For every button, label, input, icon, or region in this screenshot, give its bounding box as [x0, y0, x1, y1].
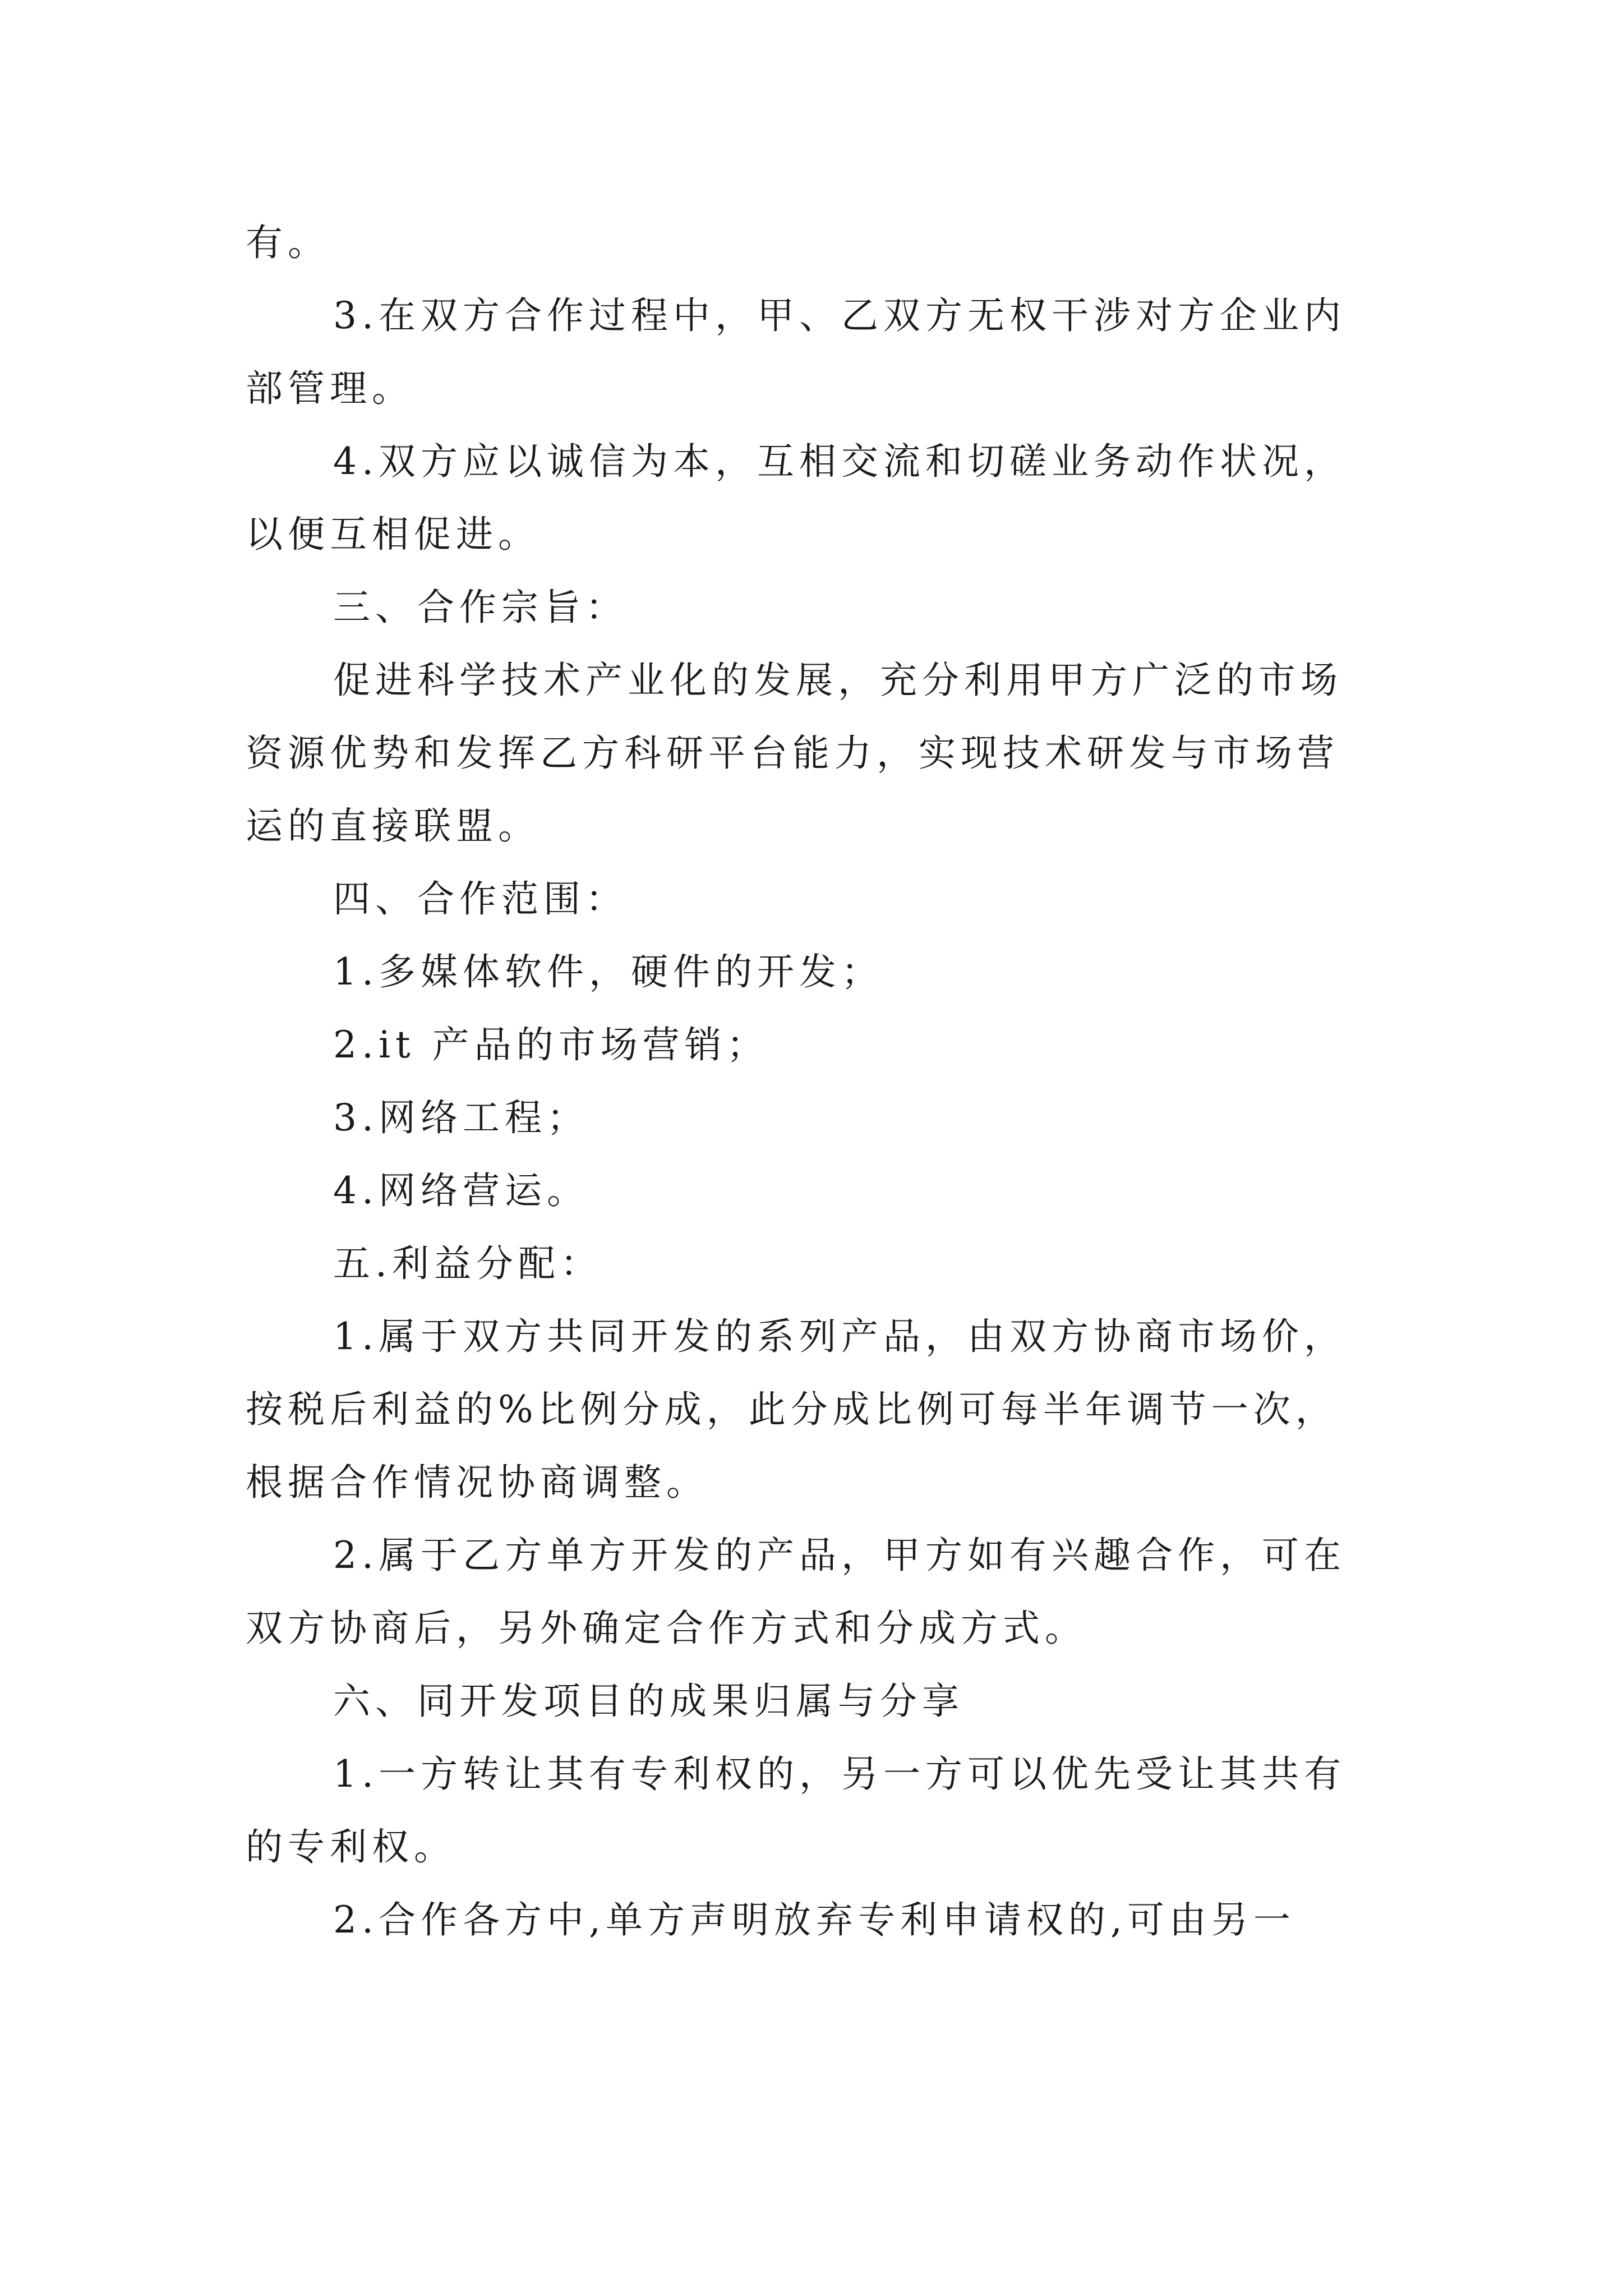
section-heading: 五.利益分配： [333, 1242, 602, 1285]
paragraph-line: 1.一方转让其有专利权的，另一方可以优先受让其共有 [333, 1752, 1346, 1796]
paragraph-line: 2.属于乙方单方开发的产品，甲方如有兴趣合作，可在 [333, 1534, 1346, 1577]
section-heading: 四、合作范围： [333, 877, 628, 921]
list-item: 1.多媒体软件，硬件的开发； [333, 950, 883, 993]
paragraph-line: 部管理。 [246, 367, 414, 410]
paragraph-line: 1.属于双方共同开发的系列产品，由双方协商市场价， [333, 1315, 1346, 1358]
paragraph-line: 根据合作情况协商调整。 [246, 1461, 708, 1504]
list-item: 4.网络营运。 [333, 1169, 589, 1212]
list-item: 2.it 产品的市场营销； [333, 1023, 769, 1066]
paragraph-line: 促进科学技术产业化的发展，充分利用甲方广泛的市场 [333, 659, 1343, 702]
paragraph-line: 双方协商后，另外确定合作方式和分成方式。 [246, 1607, 1087, 1650]
paragraph-line: 运的直接联盟。 [246, 804, 540, 848]
paragraph-line: 的专利权。 [246, 1825, 456, 1869]
section-heading: 三、合作宗旨： [333, 586, 628, 629]
paragraph-line: 有。 [246, 221, 330, 264]
section-heading: 六、同开发项目的成果归属与分享 [333, 1680, 964, 1723]
paragraph-line: 按税后利益的%比例分成，此分成比例可每半年调节一次， [246, 1388, 1338, 1431]
paragraph-line: 3.在双方合作过程中，甲、乙双方无权干涉对方企业内 [333, 294, 1346, 337]
paragraph-line: 以便互相促进。 [246, 513, 540, 556]
paragraph-line: 2.合作各方中,单方声明放弃专利申请权的,可由另一 [333, 1898, 1295, 1941]
paragraph-line: 4.双方应以诚信为本，互相交流和切磋业务动作状况， [333, 440, 1346, 483]
paragraph-line: 资源优势和发挥乙方科研平台能力，实现技术研发与市场营 [246, 731, 1339, 775]
document-body [246, 206, 1378, 1957]
list-item: 3.网络工程； [333, 1096, 589, 1139]
